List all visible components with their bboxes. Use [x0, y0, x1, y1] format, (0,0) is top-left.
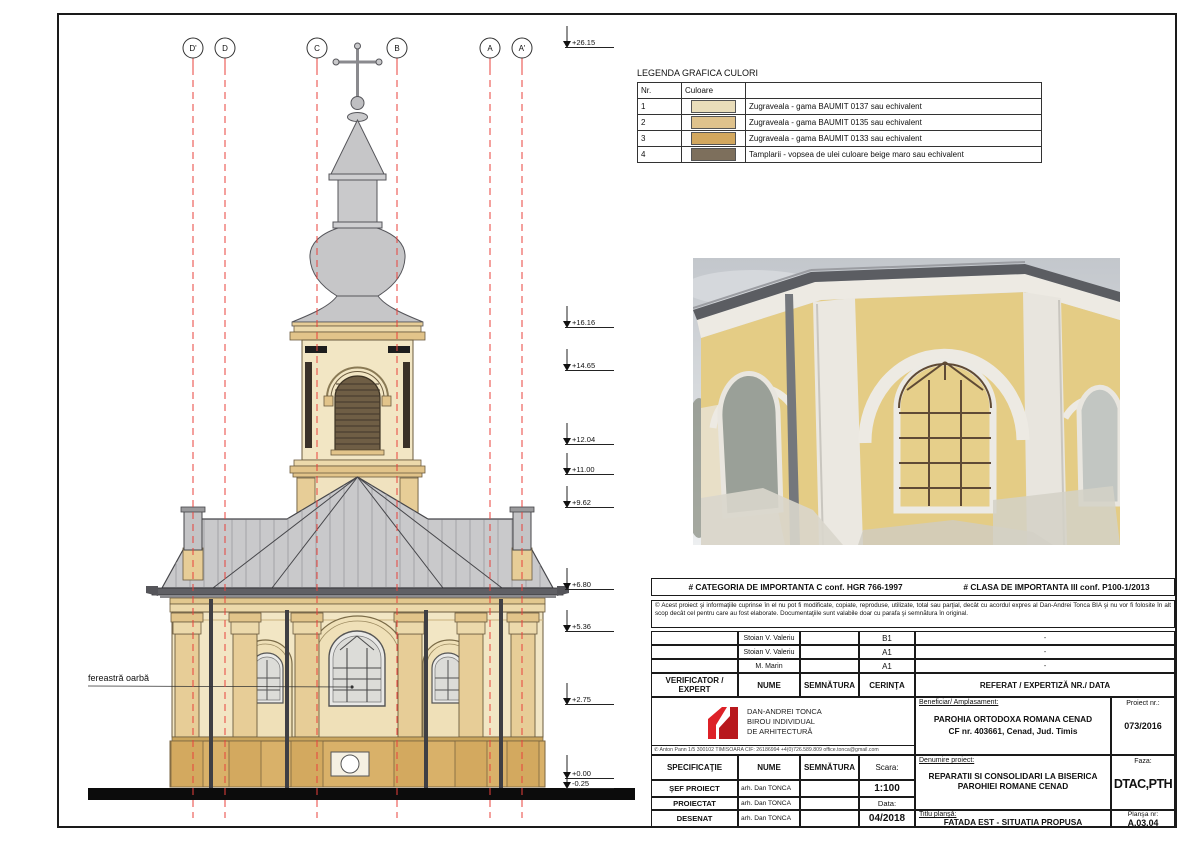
grid-axis-bubble: [480, 38, 500, 58]
svg-text:fereastră oarbă: fereastră oarbă: [88, 673, 150, 683]
plansa-value: A.03.04: [1127, 818, 1159, 827]
importance-category: # CATEGORIA DE IMPORTANTA C conf. HGR 766-1997: [688, 582, 903, 592]
titlu-cell: [915, 810, 1111, 827]
header-semnatura: SEMNĂTURA: [800, 673, 859, 697]
svg-text:C: C: [314, 44, 320, 53]
spec-name: arh. Dan TONCA: [738, 810, 800, 827]
beneficiar-line1: PAROHIA ORTODOXA ROMANA CENAD: [933, 714, 1093, 724]
beneficiar-cell: [915, 697, 1111, 755]
plansa-label: Planşa nr:: [1127, 811, 1159, 818]
expert-cerinta: A1: [859, 645, 915, 659]
svg-text:+2.75: +2.75: [572, 695, 591, 704]
header-nume: NUME: [738, 673, 800, 697]
copyright-note: © Acest proiect şi informaţiile cuprinse în el nu pot fi modificate, copiate, reproduse, utilizate, total sau parţial, decât cu acordul expres al Dan-Andrei Tonca BIA şi nu vor fi folosite în alt scop decât cel pentru care au fost elaborate. Documentaţiile sunt valabile doar cu parafa şi semnătura în original.: [651, 600, 1175, 628]
color-swatch: [691, 132, 736, 145]
main-roof: [146, 460, 569, 598]
legend-title: LEGENDA GRAFICA CULORI: [637, 68, 759, 78]
svg-text:D: D: [222, 44, 228, 53]
elevation-markers: [563, 26, 614, 789]
importance-class: # CLASA DE IMPORTANTA III conf. P100-1/2013: [963, 582, 1150, 592]
ground-line: [88, 788, 635, 800]
firm-logo: [706, 705, 740, 741]
svg-text:+9.62: +9.62: [572, 498, 591, 507]
expert-referat: -: [915, 645, 1175, 659]
color-legend-table: [637, 82, 1042, 163]
spec-header-specificatie: SPECIFICAŢIE: [651, 755, 738, 780]
expert-name: M. Marin: [738, 659, 800, 673]
color-swatch: [691, 148, 736, 161]
legend-row: 3 Zugraveala - gama BAUMIT 0133 sau echivalent: [638, 131, 1042, 147]
header-verificator: VERIFICATOR / EXPERT: [651, 673, 738, 697]
expert-name: Stoian V. Valeriu: [738, 631, 800, 645]
svg-text:B: B: [394, 44, 400, 53]
data-value: 04/2018: [859, 810, 915, 827]
faza-value: DTAC,PTH: [1113, 777, 1173, 791]
titlu-value: FATADA EST - SITUATIA PROPUSA: [943, 817, 1083, 827]
legend-col-culoare: Culoare: [682, 83, 746, 99]
denumire-value: REPARATII SI CONSOLIDARI LA BISERICA PAROHIEI ROMANE CENAD: [928, 771, 1098, 792]
facade-walls: [170, 598, 545, 788]
faza-label: Faza:: [1134, 758, 1152, 765]
faza-cell: [1111, 755, 1175, 810]
svg-text:+12.04: +12.04: [572, 435, 596, 444]
svg-text:+11.00: +11.00: [572, 465, 595, 474]
firm-name-line3: DE ARHITECTURĂ: [747, 727, 813, 737]
spec-header-nume: NUME: [738, 755, 800, 780]
denumire-cell: [915, 755, 1111, 810]
firm-cell: [651, 697, 915, 755]
grid-axis-bubble: [512, 38, 532, 58]
grid-axis-bubble: [387, 38, 407, 58]
title-block: [651, 631, 1175, 827]
belfry: [290, 326, 425, 473]
color-swatch: [691, 116, 736, 129]
proiect-nr-value: 073/2016: [1124, 721, 1162, 731]
data-label: Data:: [859, 797, 915, 810]
beneficiar-line2: CF nr. 403661, Cenad, Jud. Timis: [948, 726, 1078, 736]
header-referat: REFERAT / EXPERTIZĂ NR./ DATA: [915, 673, 1175, 697]
window-center-blind: [329, 631, 385, 706]
spec-name: arh. Dan TONCA: [738, 797, 800, 810]
legend-col-nr: Nr.: [638, 83, 682, 99]
grid-axis-bubble: [215, 38, 235, 58]
grid-axis-bubble: [307, 38, 327, 58]
base-plinth: [170, 737, 545, 787]
legend-row: 1 Zugraveala - gama BAUMIT 0137 sau echivalent: [638, 99, 1042, 115]
titlu-label: Titlu planşă:: [919, 811, 957, 818]
beneficiar-label: Beneficiar/ Amplasament:: [919, 699, 999, 706]
site-photo: [693, 258, 1120, 545]
svg-text:+0.00: +0.00: [572, 769, 591, 778]
svg-text:+14.65: +14.65: [572, 361, 596, 370]
color-swatch: [691, 100, 736, 113]
spec-role: ŞEF PROIECT: [651, 780, 738, 797]
spec-role: DESENAT: [651, 810, 738, 827]
spec-name: arh. Dan TONCA: [738, 780, 800, 797]
svg-text:+6.80: +6.80: [572, 580, 591, 589]
svg-text:+5.36: +5.36: [572, 622, 591, 631]
proiect-nr-label: Proiect nr.:: [1126, 700, 1160, 707]
svg-text:+26.15: +26.15: [572, 38, 596, 47]
svg-text:A': A': [518, 44, 526, 53]
plansa-cell: [1111, 810, 1175, 827]
expert-referat: -: [915, 631, 1175, 645]
expert-name: Stoian V. Valeriu: [738, 645, 800, 659]
proiect-nr-cell: [1111, 697, 1175, 755]
svg-text:D': D': [189, 44, 197, 53]
legend-row: 2 Zugraveala - gama BAUMIT 0135 sau echivalent: [638, 115, 1042, 131]
firm-name-line2: BIROU INDIVIDUAL: [747, 717, 815, 727]
firm-name-line1: DAN-ANDREI TONCA: [747, 707, 822, 716]
importance-bar: [651, 578, 1175, 596]
expert-cerinta: A1: [859, 659, 915, 673]
spec-role: PROIECTAT: [651, 797, 738, 810]
scara-label: Scara:: [859, 755, 915, 780]
spec-header-semnatura: SEMNĂTURA: [800, 755, 859, 780]
spire: [292, 43, 423, 326]
firm-address: ✆ Anton Pann 1/5 300102 TIMISOARA CIF: 26186994 +4(0)726.589.809 office.tonca@gmail.com: [652, 745, 915, 754]
expert-cerinta: B1: [859, 631, 915, 645]
legend-row: 4 Tamplarii - vopsea de ulei culoare beige maro sau echivalent: [638, 147, 1042, 163]
header-cerinta: CERINŢA: [859, 673, 915, 697]
denumire-label: Denumire proiect:: [919, 757, 975, 764]
svg-text:+16.16: +16.16: [572, 318, 596, 327]
svg-text:A: A: [487, 44, 493, 53]
grid-axis-bubble: [183, 38, 203, 58]
scara-value: 1:100: [859, 780, 915, 797]
svg-text:-0.25: -0.25: [572, 779, 590, 788]
expert-referat: -: [915, 659, 1175, 673]
